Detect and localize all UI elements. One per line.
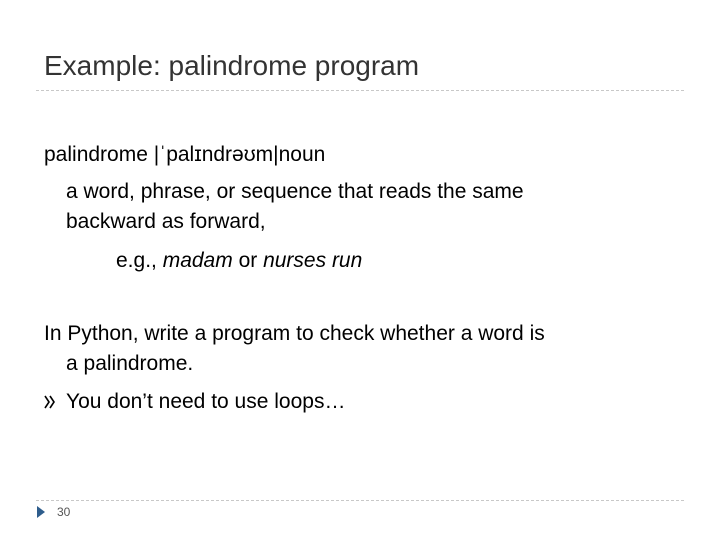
example-word-2: nurses run — [263, 249, 363, 272]
example-prefix: e.g., — [116, 249, 163, 272]
definition-pronunciation: |ˈpalɪndrəʊm| — [153, 143, 279, 166]
example-connector: or — [232, 249, 264, 272]
definition-term: palindrome — [44, 143, 148, 166]
task-line-2: a palindrome. — [66, 352, 194, 375]
definition-part-of-speech: noun — [278, 143, 326, 166]
task-line-1: In Python, write a program to check whether a word is — [44, 322, 545, 345]
footer-divider — [36, 500, 684, 501]
double-chevron-bullet-icon — [43, 393, 56, 411]
definition-meaning-line-2: backward as forward, — [66, 210, 266, 233]
slide-title: Example: palindrome program — [44, 50, 420, 81]
title-divider — [36, 90, 684, 91]
bullet-text: You don’t need to use loops… — [66, 390, 346, 413]
definition-headword-line — [44, 143, 325, 167]
example-word-1: madam — [162, 249, 233, 272]
definition-example-line — [116, 249, 362, 273]
definition-meaning-line-1: a word, phrase, or sequence that reads the same — [66, 180, 524, 203]
triangle-marker-icon — [36, 505, 46, 519]
page-number: 30 — [57, 505, 71, 519]
